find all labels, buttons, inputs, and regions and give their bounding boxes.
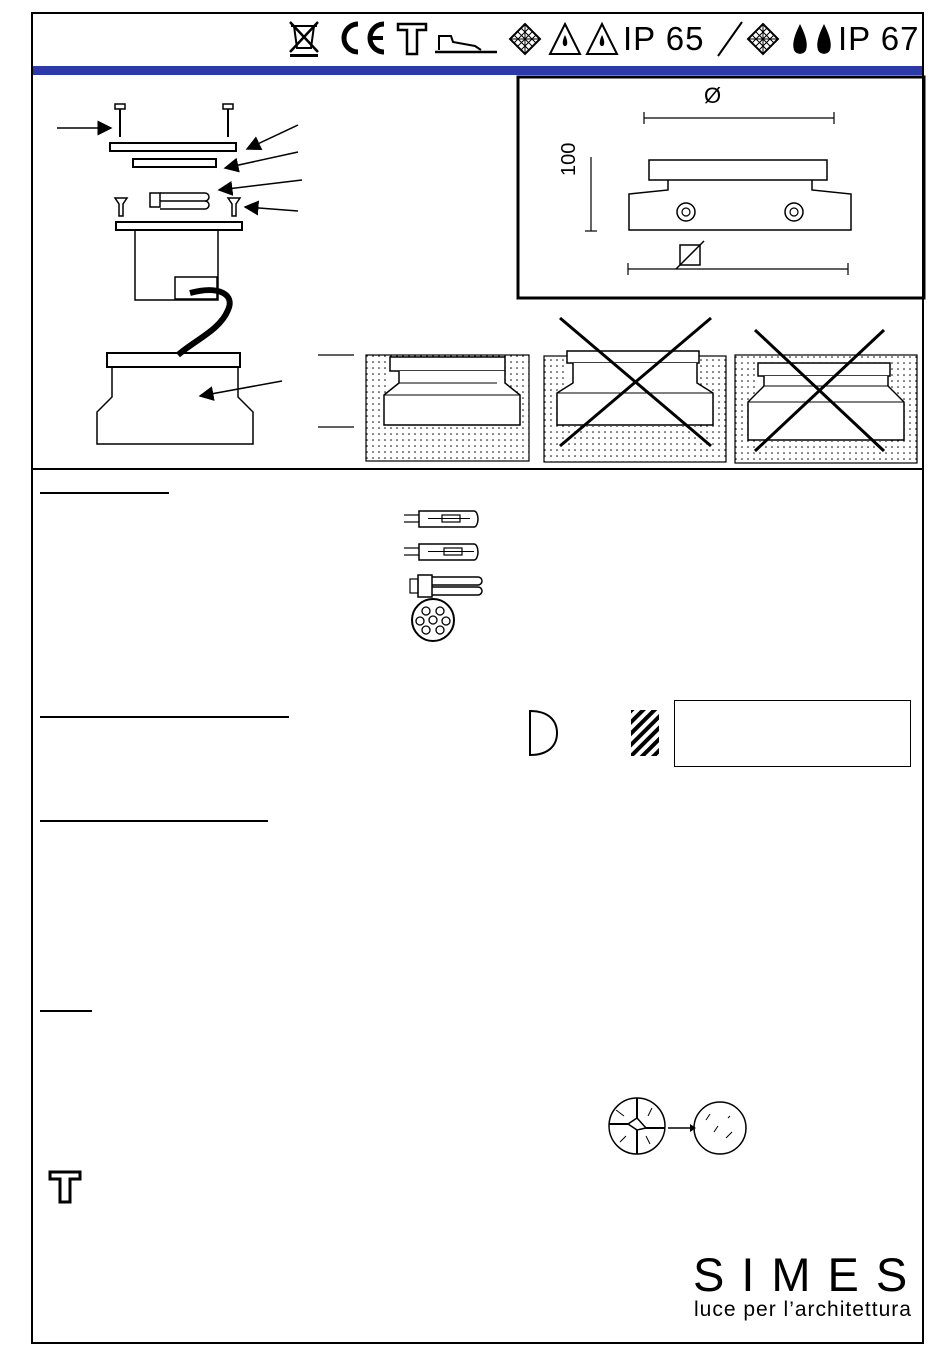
empty-info-box [674,700,911,767]
section-2-heading-rule [40,716,289,718]
weee-crossed-bin-icon [286,18,322,58]
installation-level-markers [318,352,358,432]
water-drop-icon-2 [814,22,834,56]
t-class-icon-bottom [48,1170,82,1204]
halogen-lamp-icon [404,508,484,530]
water-jet-triangle-icon [548,22,582,56]
led-array-icon [409,598,457,642]
ip-rating-1: IP 65 [623,20,705,57]
halogen-lamp-icon-2 [404,541,484,563]
hatched-surface-icon [630,709,662,757]
drive-over-icon [435,28,497,56]
water-jet-triangle-icon-2 [585,22,619,56]
section-divider [33,468,922,470]
section-3-heading-rule [40,820,268,822]
fluorescent-lamp-icon [408,573,486,599]
arrow-pointers [55,115,305,405]
section-4-heading-rule [40,1010,92,1012]
accent-bar [33,66,922,75]
separator-slash [716,20,744,58]
water-drop-icon [790,22,810,56]
install-wrong-view-sunken [734,325,919,465]
dust-proof-icon [508,22,542,56]
brand-logo-name: SIMES [693,1248,925,1301]
install-correct-view [365,354,530,462]
half-dome-icon [527,709,559,757]
ip-rating-2: IP 67 [838,20,920,57]
diameter-label: Ø [704,83,722,108]
t-class-icon [396,22,428,56]
install-wrong-view-raised [543,316,728,464]
section-1-heading-rule [40,492,169,494]
ce-mark-icon [336,20,388,56]
glass-break-icon [606,1098,751,1158]
height-label: 100 [558,142,580,176]
dust-proof-icon-2 [746,22,780,56]
brand-tagline: luce per l’architettura [694,1298,912,1321]
